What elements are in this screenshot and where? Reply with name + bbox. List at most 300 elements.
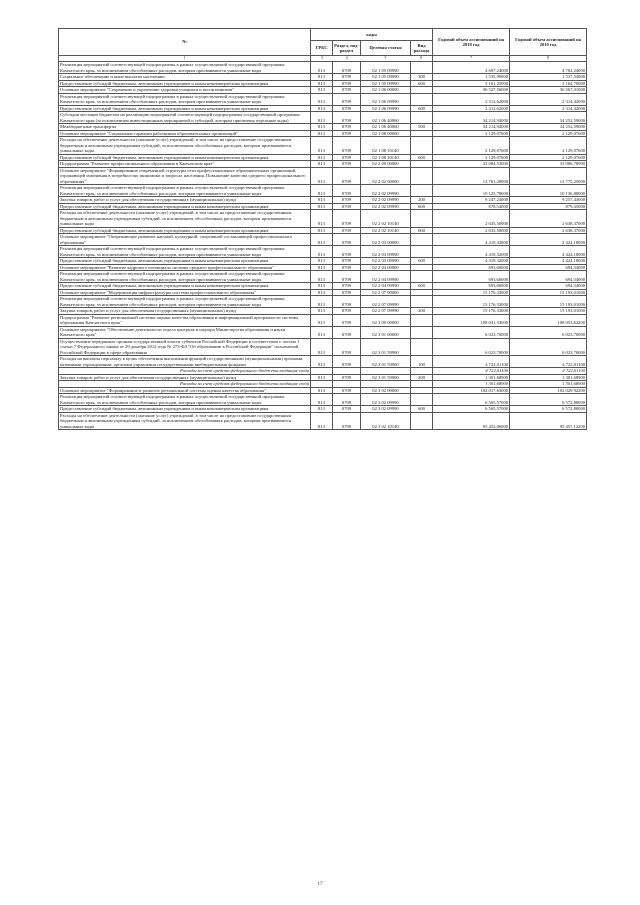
row-grbs: 813 [311,105,333,112]
row-expense-type: 200 [411,374,433,381]
row-expense-type [411,394,433,406]
row-section: 0709 [333,74,361,81]
header-grbs: ГРБС [311,41,333,56]
row-name: Осуществление переданных органам государственной власти субъектов Российской Федерации в соответствии с частью 1 статьи 7 Федерального закона от 29 декабря 2012 года № 273-ФЗ "Об образовании в Российской Федерации" полномочий Российской Федерации в сфере образования [59,338,311,356]
header-volume-2018: Годовой объем ассигнований на 2018 год [433,29,510,56]
row-volume-2018: 36 527,56000 [433,87,510,94]
row-name: Предоставление субсидий бюджетным, автономным учреждениям и иным некоммерческим организациям [59,105,311,112]
row-name: Реализация мероприятий соответствующей подпрограммы в рамках осуществляемой государственной программы Камчатского края, за исключением обособленных расходов, которым присваиваются уникальные коды [59,271,311,283]
row-volume-2019: 2 314,42000 [510,93,587,105]
row-grbs: 813 [311,308,333,315]
header-row-1 [59,29,587,41]
row-expense-type [411,314,433,326]
row-volume-2018: 33 084,53000 [433,161,510,168]
table-row [59,105,587,112]
table-row [59,167,587,185]
row-volume-2019: 1 537,54000 [510,74,587,81]
row-section: 0709 [333,264,361,271]
table-row [59,130,587,137]
row-volume-2018: 108 041,33000 [433,314,510,326]
row-volume-2018: 34 214,94000 [433,112,510,124]
table-row [59,394,587,406]
row-name: Расходы на обеспечение деятельности (оказание услуг) учреждений, в том числе на предоставление государственным бюджетным и автономным учреждениям субсидий, за исключением обособленных расходов, которым присваиваются уникальные коды [59,137,311,155]
header-section: Раздел, под-раздел [333,41,361,56]
row-volume-2019: 4 722,01100 [510,368,587,375]
row-grbs: 813 [311,234,333,246]
row-target-item: 02 1 05 09990 [361,62,411,74]
row-target-item: 02 1 08 10140 [361,137,411,155]
column-number: 3 [320,56,323,60]
row-volume-2018: 2 129,07600 [433,154,510,161]
row-volume-2019: 6 572,80000 [510,406,587,413]
row-volume-2018: 1 535,99000 [433,74,510,81]
table-row [59,246,587,258]
row-expense-type: 500 [411,124,433,131]
row-expense-type: 600 [411,258,433,265]
row-grbs: 813 [311,80,333,87]
row-section: 0709 [333,154,361,161]
row-target-item: 02 2 07 09990 [361,296,411,308]
table-row [59,338,587,356]
row-grbs: 813 [311,412,333,430]
row-grbs: 813 [311,137,333,155]
row-grbs: 813 [311,296,333,308]
row-section: 0709 [333,185,361,197]
row-target-item: 02 2 07 09990 [361,308,411,315]
row-volume-2018: 3 161,25000 [433,80,510,87]
row-expense-type [411,137,433,155]
budget-sheet [58,28,586,430]
table-row [59,112,587,124]
row-expense-type: 600 [411,227,433,234]
budget-table [58,28,587,430]
table-row [59,62,587,74]
row-target-item: 02 1 06 09990 [361,105,411,112]
header-expense-type: Вид расхода [411,41,433,56]
row-section: 0709 [333,124,361,131]
row-grbs: 813 [311,264,333,271]
row-name: Расходы на обеспечение деятельности (оказание услуг) учреждений, в том числе на предоставление государственным бюджетным и автономным учреждениям субсидий, за исключением обособленных расходов, которым присваиваются уникальные коды [59,210,311,228]
row-section: 0709 [333,227,361,234]
row-grbs: 813 [311,93,333,105]
row-section: 0709 [333,308,361,315]
row-volume-2018: 9 247,24000 [433,197,510,204]
row-target-item: 02 2 07 00000 [361,289,411,296]
row-target-item: 02 1 08 10140 [361,154,411,161]
row-name: Основное мероприятие "Модернизация инфраструктуры системы профессионального образования" [59,289,311,296]
row-section: 0709 [333,394,361,406]
row-grbs: 813 [311,130,333,137]
row-grbs: 813 [311,356,333,368]
row-volume-2018: 6 023,70000 [433,338,510,356]
row-target-item: 02 3 01 59900 [361,356,411,368]
row-expense-type [411,271,433,283]
row-section: 0709 [333,387,361,394]
table-row [59,74,587,81]
row-expense-type [411,412,433,430]
row-name: Расходы за счет средств федерального бюджета входящие сюда [59,368,311,375]
column-number: 6 [420,56,423,60]
column-number: 7 [433,56,510,62]
row-section: 0709 [333,296,361,308]
row-grbs: 813 [311,326,333,338]
row-volume-2019: 2 129,07600 [510,130,587,137]
table-row [59,289,587,296]
row-name: Основное мероприятие "Социальные гарантии работникам образовательных организаций" [59,130,311,137]
row-grbs: 813 [311,271,333,283]
row-section: 0709 [333,167,361,185]
row-expense-type: 600 [411,406,433,413]
row-name: Предоставление субсидий бюджетным, автономным учреждениям и иным некоммерческим организациям [59,80,311,87]
row-name: Предоставление субсидий бюджетным, автономным учреждениям и иным некоммерческим организациям [59,283,311,290]
row-target-item: 02 3 01 00000 [361,326,411,338]
row-target-item: 02 3 02 09990 [361,394,411,406]
row-section: 0709 [333,356,361,368]
row-volume-2019: 108 053,62200 [510,314,587,326]
row-target-item: 02 2 00 00000 [361,161,411,168]
row-section: 0709 [333,374,361,381]
row-volume-2018: 6 023,70000 [433,326,510,338]
row-name: Социальное обеспечение и иные выплаты населению [59,74,311,81]
row-section: 0709 [333,314,361,326]
row-volume-2019: 9 257,43000 [510,197,587,204]
row-expense-type [411,234,433,246]
row-volume-2018: 693,60000 [433,271,510,283]
row-volume-2019: 694,34000 [510,283,587,290]
row-target-item: 02 1 05 09990 [361,74,411,81]
row-volume-2019: 4 424,18000 [510,234,587,246]
row-grbs: 813 [311,197,333,204]
row-expense-type: 600 [411,283,433,290]
table-row [59,154,587,161]
row-target-item: 02 2 02 10140 [361,227,411,234]
column-number: 1 [59,56,311,62]
row-name: Основное мероприятие "Развитие кадрового потенциала системы среднего профессионального образования" [59,264,311,271]
row-grbs: 813 [311,185,333,197]
row-name: Основное мероприятие "Обеспечение деятельности отдела контроля и надзора Министерства образования и науки Камчатского края" [59,326,311,338]
row-expense-type [411,338,433,356]
row-name: Предоставление субсидий бюджетным, автономным учреждениям и иным некоммерческим организациям [59,258,311,265]
page-number: 17 [317,882,323,887]
row-name: Предоставление субсидий бюджетным, автономным учреждениям и иным некоммерческим организациям [59,227,311,234]
table-row [59,264,587,271]
row-section: 0709 [333,112,361,124]
row-target-item: 02 3 02 10140 [361,412,411,430]
row-name: Закупка товаров, работ и услуг для обеспечения государственных (муниципальных) нужд [59,374,311,381]
row-volume-2018: 2 635,50000 [433,210,510,228]
row-section: 0709 [333,283,361,290]
row-expense-type: 600 [411,105,433,112]
row-expense-type [411,326,433,338]
row-name: Расходы на выплаты персоналу в целях обеспечения выполнения функций государственными (муниципальными) органами, казенными учреждениями, органами управления государственными внебюджетными фондами [59,356,311,368]
row-section: 0709 [333,412,361,430]
row-volume-2018: 878,54000 [433,203,510,210]
table-row [59,227,587,234]
row-volume-2018: 4 722,01100 [433,356,510,368]
row-volume-2019: 1 301,68900 [510,374,587,381]
row-expense-type [411,62,433,74]
budget-table-body [59,62,587,430]
row-expense-type: 200 [411,308,433,315]
row-volume-2019: 694,34000 [510,264,587,271]
row-grbs: 813 [311,161,333,168]
row-target-item: 02 2 02 10140 [361,210,411,228]
row-volume-2019: 6 572,80000 [510,394,587,406]
row-volume-2019: 102 029,92200 [510,387,587,394]
column-number: 4 [345,56,348,60]
row-volume-2018: 1 301,68900 [433,381,510,388]
table-row [59,314,587,326]
row-grbs: 813 [311,167,333,185]
row-section: 0709 [333,161,361,168]
table-row [59,197,587,204]
row-section: 0709 [333,258,361,265]
table-row [59,210,587,228]
row-target-item: 02 2 04 09990 [361,283,411,290]
row-name: Подпрограмма "Развитие региональной системы оценки качества образования и информационной прозрачности системы образования Камчатского края" [59,314,311,326]
row-expense-type: 600 [411,203,433,210]
row-volume-2019: 95 457,12200 [510,412,587,430]
row-name: Основное мероприятие "Формирование и развитие региональной системы оценки качества образования" [59,387,311,394]
row-name: Предоставление субсидий бюджетным, автономным учреждениям и иным некоммерческим организациям [59,203,311,210]
row-grbs: 813 [311,314,333,326]
table-row [59,387,587,394]
table-row [59,203,587,210]
row-target-item: 02 2 02 09990 [361,197,411,204]
table-row [59,356,587,368]
row-target-item: 02 1 05 09990 [361,80,411,87]
row-target-item: 02 3 01 59900 [361,374,411,381]
row-volume-2018: 12 761,28000 [433,167,510,185]
row-volume-2018: 95 452,06000 [433,412,510,430]
row-name: Межбюджетные трансферты [59,124,311,131]
table-row [59,80,587,87]
row-target-item: 02 1 06 40060 [361,112,411,124]
row-volume-2019: 4 424,18000 [510,258,587,265]
row-section: 0709 [333,246,361,258]
row-name: Субсидии местным бюджетам на реализацию мероприятий соответствующей подпрограммы государственной программы Камчатского края (за исключением инвестиционных мероприятий и субсидий, которым присвоены отдельные коды) [59,112,311,124]
row-expense-type: 200 [411,197,433,204]
row-volume-2019: 2 638,37000 [510,210,587,228]
row-volume-2019: 10 136,88000 [510,185,587,197]
row-grbs: 813 [311,374,333,381]
row-target-item: 02 2 03 00000 [361,234,411,246]
row-name: Реализация мероприятий соответствующей подпрограммы в рамках осуществляемой государственной программы Камчатского края, за исключением обособленных расходов, которым присваиваются уникальные коды [59,246,311,258]
row-volume-2019: 2 129,07600 [510,137,587,155]
row-volume-2019: 4 722,01100 [510,356,587,368]
row-volume-2019: 15 193,01000 [510,308,587,315]
row-section: 0709 [333,338,361,356]
row-section: 0709 [333,326,361,338]
row-volume-2018: 4 697,24000 [433,62,510,74]
row-expense-type: 300 [411,74,433,81]
row-target-item: 02 1 06 00000 [361,87,411,94]
column-number: 8 [510,56,587,62]
row-volume-2019: 2 638,37000 [510,227,587,234]
row-name: Реализация мероприятий соответствующей подпрограммы в рамках осуществляемой государственной программы Камчатского края, за исключением обособленных расходов, которым присваиваются уникальные коды [59,185,311,197]
row-grbs: 813 [311,124,333,131]
row-volume-2019: 879,45000 [510,203,587,210]
row-volume-2019: 1 301,68900 [510,381,587,388]
row-section: 0709 [333,197,361,204]
row-expense-type [411,210,433,228]
table-row [59,406,587,413]
row-volume-2018: 693,60000 [433,264,510,271]
row-volume-2018: 693,60000 [433,283,510,290]
row-volume-2018: 6 565,57000 [433,406,510,413]
row-volume-2018: 2 312,62000 [433,105,510,112]
row-volume-2018: 15 176,33000 [433,308,510,315]
row-volume-2018: 10 125,78000 [433,185,510,197]
row-expense-type [411,93,433,105]
row-grbs: 813 [311,246,333,258]
row-grbs: 813 [311,210,333,228]
row-section: 0709 [333,105,361,112]
row-volume-2018: 102 017,63000 [433,387,510,394]
row-section: 0709 [333,62,361,74]
row-grbs: 813 [311,74,333,81]
table-row [59,234,587,246]
header-number: № [59,29,311,56]
row-volume-2019: 34 252,59000 [510,124,587,131]
row-volume-2019: 33 086,78000 [510,161,587,168]
row-volume-2018: 1 301,68900 [433,374,510,381]
row-volume-2018: 2 312,62000 [433,93,510,105]
row-volume-2019: 2 129,07600 [510,154,587,161]
row-target-item: 02 3 02 09990 [361,406,411,413]
column-number: 5 [384,56,387,60]
row-name: Основное мероприятие "Сохранение и укрепление здоровья учащихся и воспитанников" [59,87,311,94]
row-grbs: 813 [311,283,333,290]
row-expense-type: 600 [411,80,433,87]
row-section: 0709 [333,210,361,228]
row-name: Реализация мероприятий соответствующей подпрограммы в рамках осуществляемой государственной программы Камчатского края, за исключением обособленных расходов, которым присваиваются уникальные коды [59,93,311,105]
row-target-item: 02 2 03 09990 [361,258,411,265]
row-volume-2018: 6 565,57000 [433,394,510,406]
row-grbs: 813 [311,62,333,74]
row-name: Реализация мероприятий соответствующей подпрограммы в рамках осуществляемой государственной программы Камчатского края, за исключением обособленных расходов, которым присваиваются уникальные коды [59,394,311,406]
row-target-item: 02 2 04 09990 [361,271,411,283]
row-name: Основное мероприятие "Опережающее развитие научной, культурной, спортивной составляющей профессионального образования" [59,234,311,246]
table-row [59,258,587,265]
row-section: 0709 [333,130,361,137]
row-name: Основное мероприятие "Формирование современной структуры сети профессиональных образовательных организаций, отражающей изменения в потребностях экономики и запросах населения. Повышение качества среднего профессионального образования" [59,167,311,185]
row-expense-type [411,246,433,258]
row-volume-2018: 15 176,33000 [433,289,510,296]
row-volume-2018: 2 129,07600 [433,137,510,155]
row-name: Расходы за счет средств федерального бюджета входящие сюда [59,381,311,388]
header-volume-2019: Годовой объем ассигнований на 2019 год [510,29,587,56]
table-row [59,308,587,315]
row-volume-2019: 694,34000 [510,271,587,283]
row-expense-type: 100 [411,356,433,368]
row-volume-2019: 15 193,01000 [510,289,587,296]
row-target-item: 02 1 06 09990 [361,93,411,105]
table-row [59,185,587,197]
row-section: 0709 [333,93,361,105]
row-volume-2018: 34 214,94000 [433,124,510,131]
row-section: 0709 [333,406,361,413]
row-name: Предоставление субсидий бюджетным, автономным учреждениям и иным некоммерческим организациям [59,154,311,161]
row-grbs: 813 [311,227,333,234]
row-name: Закупка товаров, работ и услуг для обеспечения государственных (муниципальных) нужд [59,197,311,204]
row-grbs: 813 [311,258,333,265]
row-volume-2018: 4 419,32000 [433,234,510,246]
table-row [59,374,587,381]
row-section: 0709 [333,137,361,155]
row-target-item: 02 1 08 00000 [361,130,411,137]
row-volume-2018: 4 722,01100 [433,368,510,375]
row-grbs: 813 [311,338,333,356]
row-target-item: 02 2 02 09990 [361,185,411,197]
row-section: 0709 [333,203,361,210]
row-target-item: 02 1 06 40060 [361,124,411,131]
table-row [59,271,587,283]
row-volume-2019: 6 023,70000 [510,338,587,356]
row-volume-2019: 2 314,42000 [510,105,587,112]
row-volume-2019: 4 424,18000 [510,246,587,258]
row-name: Предоставление субсидий бюджетным, автономным учреждениям и иным некоммерческим организациям [59,406,311,413]
row-volume-2018: 2 635,50000 [433,227,510,234]
table-row [59,87,587,94]
row-grbs: 813 [311,154,333,161]
row-target-item: 02 3 00 00000 [361,314,411,326]
row-section: 0709 [333,289,361,296]
row-target-item: 02 2 02 00000 [361,167,411,185]
row-target-item: 02 3 02 00000 [361,387,411,394]
table-row [59,137,587,155]
row-volume-2019: 15 193,01000 [510,296,587,308]
table-row [59,161,587,168]
row-name: Подпрограмма "Развитие профессионального образования в Камчатском крае" [59,161,311,168]
table-row [59,326,587,338]
row-target-item: 02 2 02 09990 [361,203,411,210]
header-target-item: Целевая статья [361,41,411,56]
row-expense-type [411,296,433,308]
row-expense-type [411,167,433,185]
row-volume-2018: 2 129,07600 [433,130,510,137]
row-grbs: 813 [311,289,333,296]
row-section: 0709 [333,234,361,246]
row-name: Закупка товаров, работ и услуг для обеспечения государственных (муниципальных) нужд [59,308,311,315]
row-volume-2018: 4 419,32000 [433,246,510,258]
table-row [59,296,587,308]
row-name: Реализация мероприятий соответствующей подпрограммы в рамках осуществляемой государственной программы Камчатского края, за исключением обособленных расходов, которым присваиваются уникальные коды [59,62,311,74]
row-grbs: 813 [311,394,333,406]
row-volume-2019: 4 702,24000 [510,62,587,74]
row-expense-type: 600 [411,154,433,161]
row-expense-type [411,112,433,124]
row-expense-type [411,185,433,197]
row-target-item: 02 3 01 59900 [361,338,411,356]
row-volume-2019: 6 023,70000 [510,326,587,338]
table-row [59,412,587,430]
row-volume-2018: 15 176,33000 [433,296,510,308]
row-volume-2019: 34 252,59000 [510,112,587,124]
row-grbs: 813 [311,387,333,394]
row-grbs: 813 [311,203,333,210]
row-section: 0709 [333,87,361,94]
row-name: Расходы на обеспечение деятельности (оказание услуг) учреждений, в том числе на предоставление государственным бюджетным и автономным учреждениям субсидий, за исключением обособленных расходов, которым присваиваются уникальные коды [59,412,311,430]
row-name: Реализация мероприятий соответствующей подпрограммы в рамках осуществляемой государственной программы Камчатского края, за исключением обособленных расходов, которым присваиваются уникальные коды [59,296,311,308]
row-volume-2019: 12 775,25000 [510,167,587,185]
row-volume-2019: 36 567,01000 [510,87,587,94]
header-codes: коды [311,29,433,41]
row-volume-2019: 3 164,70000 [510,80,587,87]
row-section: 0709 [333,271,361,283]
table-row [59,93,587,105]
row-grbs: 813 [311,87,333,94]
